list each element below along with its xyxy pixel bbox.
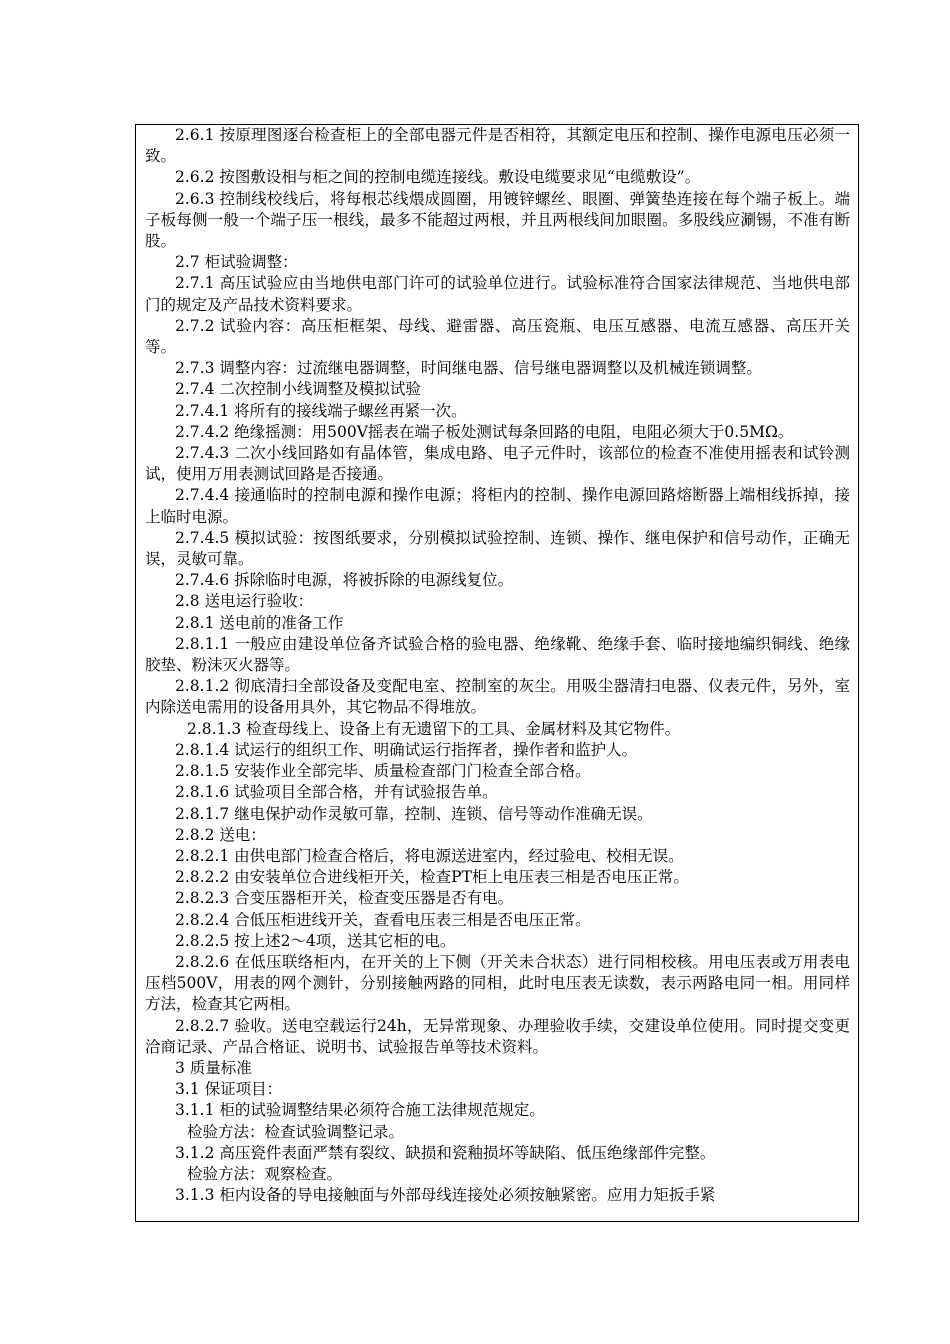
paragraph: 2.8.1.3 检查母线上、设备上有无遗留下的工具、金属材料及其它物件。	[187, 719, 681, 738]
paragraph: 2.7.4.1 将所有的接线端子螺丝再紧一次。	[175, 401, 467, 420]
section-heading: 2.7.4 二次控制小线调整及模拟试验	[175, 380, 421, 399]
paragraph: 2.8.1.6 试验项目全部合格，并有试验报告单。	[175, 783, 498, 802]
paragraph: 2.8.2.7 验收。送电空载运行24h，无异常现象、办理验收手续，交建设单位使用。同时提交变更洽商记录、产品合格证、说明书、试验报告单等技术资料。	[145, 1016, 850, 1056]
inspection-method: 检验方法：检查试验调整记录。	[187, 1122, 405, 1141]
section-heading: 2.8.1 送电前的准备工作	[175, 613, 344, 632]
paragraph: 3.1.2 高压瓷件表面严禁有裂纹、缺损和瓷釉损坏等缺陷、低压绝缘部件完整。	[175, 1143, 716, 1162]
paragraph: 2.6.1 按原理图逐台检查柜上的全部电器元件是否相符，其额定电压和控制、操作电源电压必须一致。	[145, 126, 850, 166]
section-heading: 2.7 柜试验调整：	[175, 253, 298, 272]
paragraph: 2.8.2.6 在低压联络柜内，在开关的上下侧（开关未合状态）进行同相校核。用电压表或万用表电压档500V，用表的网个测针，分别接触两路的同相，此时电压表无读数，表示两路电同一相。用同样方法，检查其它两相。	[145, 952, 850, 1014]
inspection-method: 检验方法：观察检查。	[187, 1164, 343, 1183]
section-heading: 3 质量标准	[175, 1058, 252, 1077]
paragraph: 2.8.2.3 合变压器柜开关，检查变压器是否有电。	[175, 889, 514, 908]
paragraph: 2.8.1.4 试运行的组织工作、明确试运行指挥者，操作者和监护人。	[175, 740, 638, 759]
paragraph: 2.8.2.1 由供电部门检查合格后，将电源送进室内，经过验电、校相无误。	[175, 846, 684, 865]
paragraph: 3.1.3 柜内设备的导电接触面与外部母线连接处必须按触紧密。应用力矩扳手紧	[175, 1186, 716, 1205]
paragraph: 2.8.2.5 按上述2～4项，送其它柜的电。	[175, 931, 456, 950]
paragraph: 2.7.4.5 模拟试验：按图纸要求，分别模拟试验控制、连锁、操作、继电保护和信号动作，正确无误，灵敏可靠。	[145, 528, 850, 569]
paragraph: 2.8.1.1 一般应由建设单位备齐试验合格的验电器、绝缘靴、绝缘手套、临时接地编织铜线、绝缘胶垫、粉沫灭火器等。	[145, 634, 850, 675]
paragraph: 3.1.1 柜的试验调整结果必须符合施工法律规范规定。	[175, 1101, 545, 1120]
document-body	[135, 124, 859, 1222]
paragraph: 2.6.2 按图敷设相与柜之间的控制电缆连接线。敷设电缆要求见“电缆敷设”。	[175, 168, 701, 187]
paragraph: 2.7.1 高压试验应由当地供电部门许可的试验单位进行。试验标准符合国家法律规范、当地供电部门的规定及产品技术资料要求。	[145, 274, 850, 314]
paragraph: 2.7.4.2 绝缘摇测：用500V摇表在端子板处测试每条回路的电阻，电阻必须大于0.5MΩ。	[175, 422, 794, 441]
section-heading: 3.1 保证项目：	[175, 1080, 283, 1099]
section-heading: 2.8.2 送电：	[175, 825, 266, 844]
paragraph: 2.7.4.3 二次小线回路如有晶体管，集成电路、电子元件时，该部位的检查不准使用摇表和试铃测试，使用万用表测试回路是否接通。	[145, 444, 850, 484]
paragraph: 2.7.4.4 接通临时的控制电源和操作电源；将柜内的控制、操作电源回路熔断器上端相线拆掉，接上临时电源。	[145, 486, 850, 526]
paragraph: 2.8.2.2 由安装单位合进线柜开关，检查PT柜上电压表三相是否电压正常。	[175, 868, 689, 887]
paragraph: 2.7.2 试验内容：高压柜框架、母线、避雷器、高压瓷瓶、电压互感器、电流互感器、高压开关等。	[145, 316, 850, 357]
paragraph: 2.6.3 控制线校线后，将每根芯线煨成圆圈，用镀锌螺丝、眼圈、弹簧垫连接在每个端子板上。端子板每侧一般一个端子压一根线，最多不能超过两根，并且两根线间加眼圈。多股线应涮锡，不准有断股。	[145, 189, 850, 251]
paragraph: 2.7.4.6 拆除临时电源，将被拆除的电源线复位。	[175, 571, 514, 590]
paragraph: 2.7.3 调整内容：过流继电器调整，时间继电器、信号继电器调整以及机械连锁调整。	[175, 359, 762, 378]
section-heading: 2.8 送电运行验收：	[175, 592, 314, 611]
paragraph: 2.8.1.2 彻底清扫全部设备及变配电室、控制室的灰尘。用吸尘器清扫电器、仪表元件，另外，室内除送电需用的设备用具外，其它物品不得堆放。	[145, 677, 850, 717]
paragraph: 2.8.1.5 安装作业全部完毕、质量检查部门门检查全部合格。	[175, 762, 591, 781]
paragraph: 2.8.2.4 合低压柜进线开关，查看电压表三相是否电压正常。	[175, 910, 591, 929]
paragraph: 2.8.1.7 继电保护动作灵敏可靠，控制、连锁、信号等动作准确无误。	[175, 804, 653, 823]
